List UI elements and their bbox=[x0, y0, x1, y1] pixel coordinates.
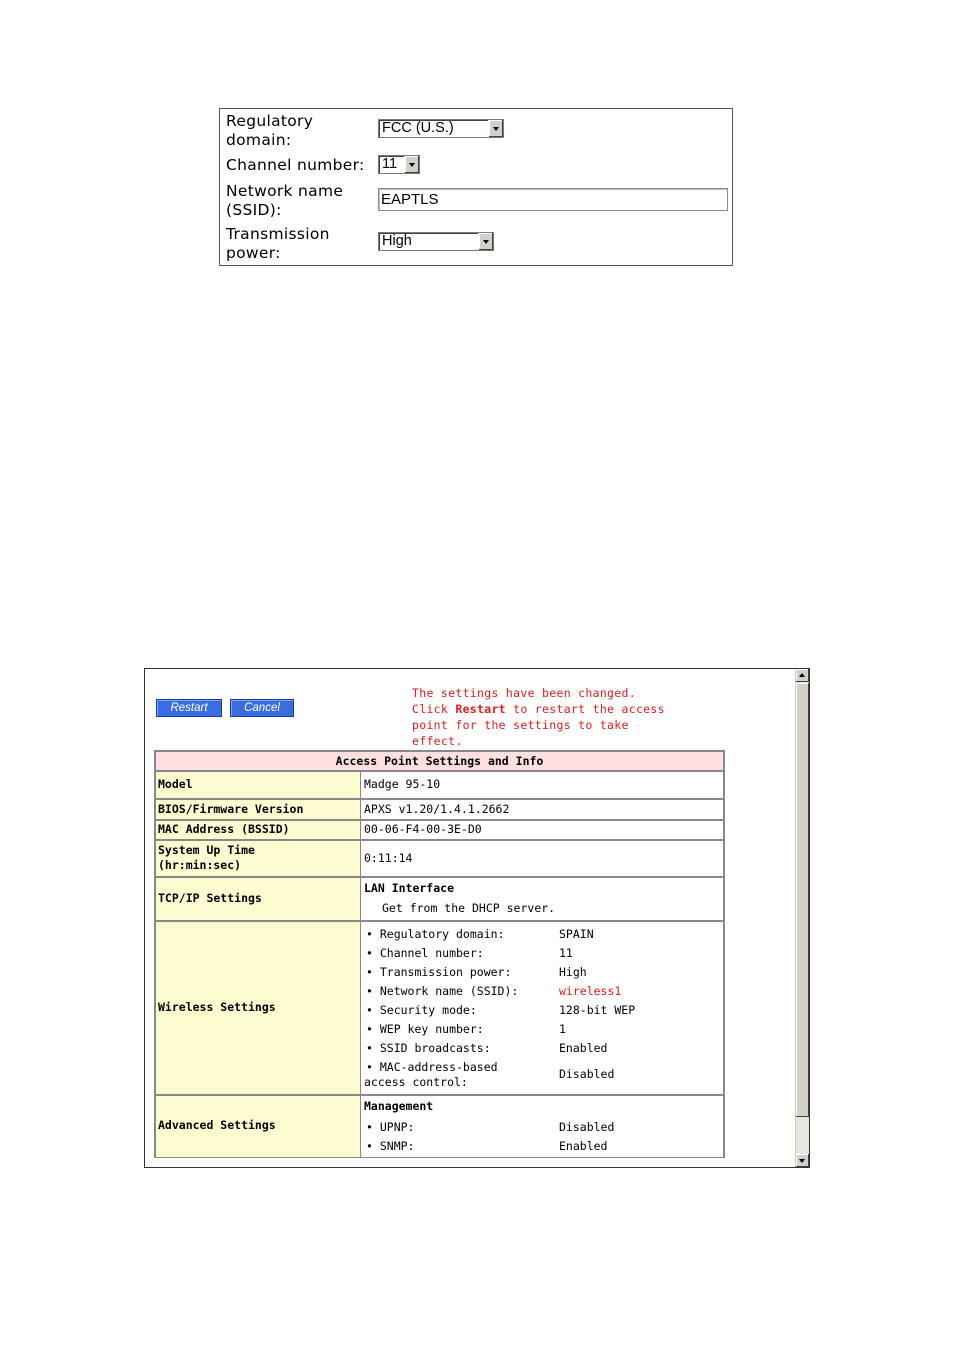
regulatory-domain-select[interactable] bbox=[378, 119, 504, 138]
settings-info-table bbox=[154, 750, 725, 1158]
scroll-down-icon[interactable] bbox=[796, 1154, 809, 1167]
scrollbar-thumb[interactable] bbox=[796, 683, 809, 1117]
cancel-button[interactable]: Cancel bbox=[230, 699, 294, 717]
regulatory-domain-value: FCC (U.S.) bbox=[382, 120, 454, 136]
table-row-mac-address: MAC Address (BSSID) 00-06-F4-00-3E-D0 bbox=[155, 820, 724, 840]
ssid-label: Network name (SSID): bbox=[226, 182, 344, 219]
restart-keyword: Restart bbox=[455, 702, 506, 716]
table-row-uptime: System Up Time (hr:min:sec) 0:11:14 bbox=[155, 840, 724, 877]
channel-number-value: 11 bbox=[382, 156, 398, 172]
wireless-settings-form bbox=[219, 108, 733, 266]
table-row-model: Model Madge 95-10 bbox=[155, 771, 724, 799]
table-title: Access Point Settings and Info bbox=[155, 751, 724, 771]
table-row-wireless: Wireless Settings • Regulatory domain: SPAIN • Channel number: 11 • Transmission power: High • Network name (SSID): wireless1 • Security mode: 128-bit WEP • WEP key number: 1 • SSID broadcasts: Enabled • MAC-address-based access control: Disabled bbox=[155, 921, 724, 1095]
table-row-tcpip: TCP/IP Settings LAN Interface Get from the DHCP server. bbox=[155, 877, 724, 921]
chevron-down-icon[interactable] bbox=[488, 120, 503, 137]
access-point-status-window bbox=[144, 668, 810, 1168]
ssid-changed-value: wireless1 bbox=[559, 984, 622, 998]
transmission-power-select[interactable] bbox=[378, 232, 494, 251]
channel-number-label: Channel number: bbox=[226, 156, 365, 174]
chevron-down-icon[interactable] bbox=[478, 233, 493, 250]
channel-number-select[interactable] bbox=[378, 155, 420, 174]
vertical-scrollbar[interactable] bbox=[795, 669, 809, 1167]
transmission-power-label: Transmission power: bbox=[226, 225, 330, 262]
ssid-input[interactable]: EAPTLS bbox=[378, 188, 728, 211]
settings-changed-notice: The settings have been changed. Click Restart to restart the access point for the settings to take effect. bbox=[412, 686, 665, 748]
transmission-power-value: High bbox=[382, 233, 412, 249]
restart-button[interactable]: Restart bbox=[156, 699, 222, 717]
table-row-advanced: Advanced Settings Management • UPNP: Disabled • SNMP: Enabled bbox=[155, 1095, 724, 1158]
table-row-bios: BIOS/Firmware Version APXS v1.20/1.4.1.2662 bbox=[155, 799, 724, 820]
scroll-up-icon[interactable] bbox=[796, 669, 809, 682]
regulatory-domain-label: Regulatory domain: bbox=[226, 112, 314, 149]
chevron-down-icon[interactable] bbox=[404, 156, 419, 173]
